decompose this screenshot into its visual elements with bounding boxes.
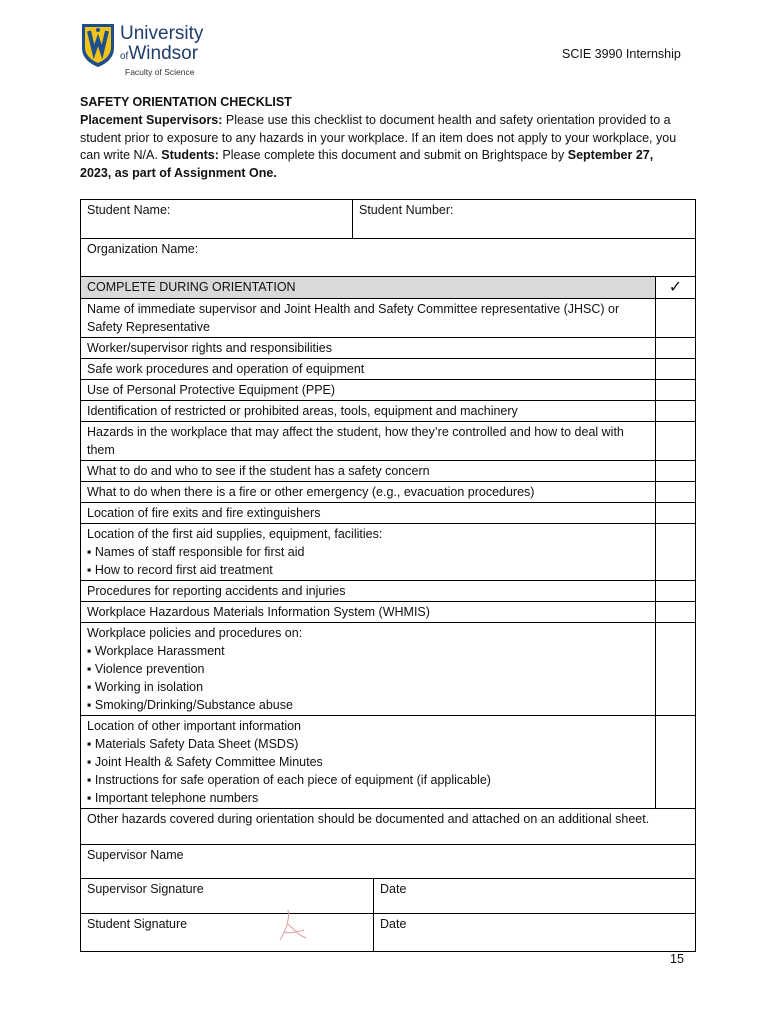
logo-of-text: of <box>120 51 129 62</box>
supervisor-signature-field[interactable]: Supervisor Signature <box>81 879 374 914</box>
supervisor-name-field[interactable]: Supervisor Name <box>81 845 696 879</box>
checklist-item-cell <box>81 482 656 503</box>
checklist-row <box>81 380 696 401</box>
supervisors-label: Placement Supervisors: <box>80 113 223 127</box>
student-signature-field[interactable]: Student Signature <box>81 914 374 952</box>
checklist-row <box>81 503 696 524</box>
checklist-checkbox[interactable] <box>656 422 696 461</box>
checklist-item-label: Workplace Hazardous Materials Information System (WHMIS) <box>87 605 430 619</box>
checklist-item-label: Use of Personal Protective Equipment (PPE) <box>87 383 336 397</box>
student-name-field[interactable]: Student Name: <box>81 200 353 239</box>
logo-university-text: University <box>120 23 204 44</box>
instructions-paragraph <box>80 112 680 182</box>
checklist-row <box>81 401 696 422</box>
checklist-item-cell <box>81 524 656 581</box>
checklist-bullet <box>87 696 649 714</box>
checklist-row <box>81 602 696 623</box>
checklist-row <box>81 359 696 380</box>
checklist-bullet <box>87 771 649 789</box>
checklist-row <box>81 422 696 461</box>
checklist-item-cell <box>81 716 656 809</box>
student-date-field[interactable]: Date <box>374 914 696 952</box>
checklist-bullet <box>87 543 649 561</box>
checklist-item-cell <box>81 359 656 380</box>
checklist-item-label: Worker/supervisor rights and responsibilities <box>87 341 333 355</box>
bullet-text: Materials Safety Data Sheet (MSDS) <box>94 737 299 751</box>
checklist-checkbox[interactable] <box>656 299 696 338</box>
checklist-item-label: What to do when there is a fire or other emergency (e.g., evacuation procedures) <box>87 485 535 499</box>
checklist-item-cell <box>81 299 656 338</box>
supervisor-date-field[interactable]: Date <box>374 879 696 914</box>
checklist-checkbox[interactable] <box>656 623 696 716</box>
checklist-item-label: Name of immediate supervisor and Joint Health and Safety Committee representative (JHSC) or Safety Representative <box>87 302 620 334</box>
bullet-text: Smoking/Drinking/Substance abuse <box>94 698 293 712</box>
checklist-item-label: Safe work procedures and operation of equipment <box>87 362 365 376</box>
page-number: 15 <box>670 952 684 966</box>
checklist-item-label: Procedures for reporting accidents and injuries <box>87 584 346 598</box>
checklist-item-label: Hazards in the workplace that may affect the student, how they’re controlled and how to deal with them <box>87 425 624 457</box>
checklist-item-cell <box>81 422 656 461</box>
checklist-item-cell <box>81 581 656 602</box>
checklist-item-cell <box>81 338 656 359</box>
checklist-bullet <box>87 753 649 771</box>
checklist-item-label: Location of other important information <box>87 719 302 733</box>
checklist-bullet <box>87 735 649 753</box>
checklist-row <box>81 623 696 716</box>
bullet-icon: ▪ <box>87 680 95 694</box>
checklist-checkbox[interactable] <box>656 338 696 359</box>
checklist-row <box>81 524 696 581</box>
checklist-row <box>81 581 696 602</box>
checklist-checkbox[interactable] <box>656 503 696 524</box>
checklist-item-cell <box>81 503 656 524</box>
bullet-text: How to record first aid treatment <box>94 563 273 577</box>
bullet-icon: ▪ <box>87 737 95 751</box>
checklist-row <box>81 299 696 338</box>
supervisors-text: Please use this checklist to document health and safety orientation provided to a student prior to exposure to any hazards in your workplace. If an item does not apply to your workplace, you can write N/A. <box>80 113 677 162</box>
checklist-item-label: Location of the first aid supplies, equipment, facilities: <box>87 527 383 541</box>
checklist-checkbox[interactable] <box>656 482 696 503</box>
checklist-checkbox[interactable] <box>656 359 696 380</box>
bullet-text: Names of staff responsible for first aid <box>94 545 305 559</box>
checklist-bullet <box>87 678 649 696</box>
checklist-item-cell <box>81 623 656 716</box>
checklist-item-cell <box>81 461 656 482</box>
checklist-item-cell <box>81 602 656 623</box>
checklist-row <box>81 461 696 482</box>
shield-crest-icon <box>80 22 116 68</box>
bullet-text: Working in isolation <box>94 680 204 694</box>
checklist-item-label: Identification of restricted or prohibited areas, tools, equipment and machinery <box>87 404 518 418</box>
checklist-bullet <box>87 561 649 579</box>
bullet-icon: ▪ <box>87 773 95 787</box>
bullet-text: Instructions for safe operation of each piece of equipment (if applicable) <box>94 773 491 787</box>
checklist-table <box>80 199 696 952</box>
university-logo <box>80 20 210 80</box>
checklist-checkbox[interactable] <box>656 401 696 422</box>
bullet-icon: ▪ <box>87 698 95 712</box>
checklist-bullet <box>87 660 649 678</box>
section-header: COMPLETE DURING ORIENTATION <box>81 277 656 299</box>
bullet-text: Violence prevention <box>94 662 205 676</box>
checklist-item-cell <box>81 380 656 401</box>
bullet-text: Important telephone numbers <box>94 791 259 805</box>
student-number-field[interactable]: Student Number: <box>353 200 696 239</box>
checklist-bullet <box>87 642 649 660</box>
checklist-item-label: Location of fire exits and fire extinguishers <box>87 506 321 520</box>
bullet-icon: ▪ <box>87 662 95 676</box>
pen-mark-icon <box>270 908 310 944</box>
document-title: SAFETY ORIENTATION CHECKLIST <box>80 95 292 109</box>
checklist-checkbox[interactable] <box>656 461 696 482</box>
checklist-row <box>81 338 696 359</box>
checklist-checkbox[interactable] <box>656 524 696 581</box>
logo-faculty-text: Faculty of Science <box>125 67 195 77</box>
checklist-row <box>81 482 696 503</box>
checklist-item-label: What to do and who to see if the student has a safety concern <box>87 464 430 478</box>
checklist-checkbox[interactable] <box>656 380 696 401</box>
students-text: Please complete this document and submit on Brightspace by <box>218 148 568 162</box>
checklist-checkbox[interactable] <box>656 602 696 623</box>
course-code: SCIE 3990 Internship <box>562 47 681 61</box>
checklist-checkbox[interactable] <box>656 581 696 602</box>
bullet-icon: ▪ <box>87 644 95 658</box>
bullet-text: Workplace Harassment <box>94 644 225 658</box>
checkmark-icon: ✓ <box>656 277 696 299</box>
checklist-row <box>81 716 696 809</box>
bullet-icon: ▪ <box>87 755 95 769</box>
checklist-item-label: Workplace policies and procedures on: <box>87 626 303 640</box>
checklist-bullet <box>87 789 649 807</box>
bullet-icon: ▪ <box>87 545 95 559</box>
other-hazards-note: Other hazards covered during orientation should be documented and attached on an additional sheet. <box>81 809 696 845</box>
checklist-checkbox[interactable] <box>656 716 696 809</box>
organization-name-field[interactable]: Organization Name: <box>81 239 696 277</box>
deadline-text: September 27, 2023, as part of Assignment One. <box>80 148 654 180</box>
students-label: Students: <box>161 148 219 162</box>
logo-windsor-word: Windsor <box>128 43 199 64</box>
bullet-text: Joint Health & Safety Committee Minutes <box>94 755 323 769</box>
bullet-icon: ▪ <box>87 791 95 805</box>
logo-windsor-text <box>120 44 198 67</box>
bullet-icon: ▪ <box>87 563 95 577</box>
checklist-item-cell <box>81 401 656 422</box>
